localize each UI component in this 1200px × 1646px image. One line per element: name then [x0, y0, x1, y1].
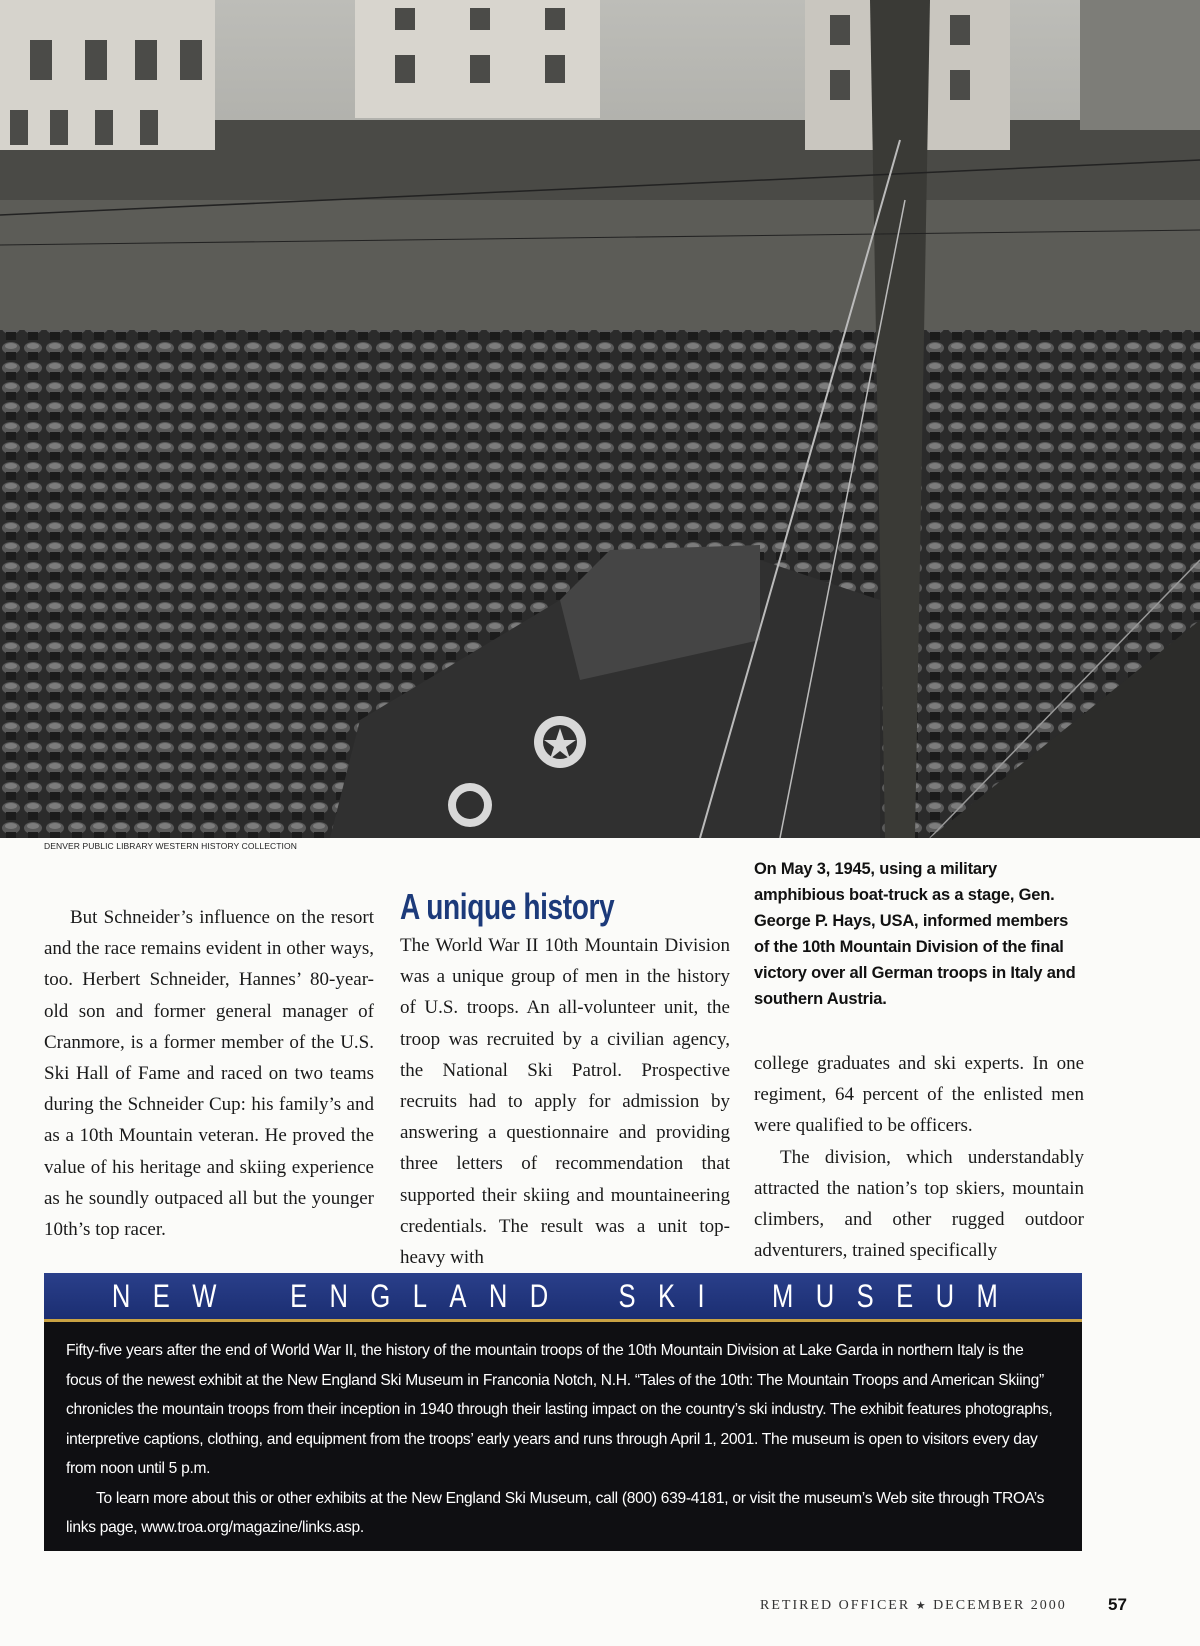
photo-credit: DENVER PUBLIC LIBRARY WESTERN HISTORY COLLECTION	[44, 841, 297, 851]
sidebar-title-word: SKI	[618, 1277, 728, 1314]
issue-date: DECEMBER 2000	[933, 1598, 1067, 1613]
star-icon: ★	[915, 1600, 928, 1612]
body-paragraph: But Schneider’s influence on the resort and the race remains evident in other ways, too. Herbert Schneider, Hannes’ 80-year-old son and former general manager of Cranmore, is a former member of the U.S. Ski Hall of Fame and raced on two teams during the Schneider Cup: his family’s and as a 10th Mountain veteran. He proved the value of his heritage and skiing experience as he soundly outpaced all but the younger 10th’s top racer.	[44, 907, 374, 1241]
body-paragraph: The World War II 10th Mountain Division was a unique group of men in the history of U.S. troops. An all-volunteer unit, the troop was recruited by a civilian agency, the National Ski Patrol. Prospective recruits had to apply for admission by answering a questionnaire and providing three letters of recommendation that supported their skiing and mountaineering credentials. The result was a unit top-heavy with	[400, 935, 730, 1269]
body-paragraph: The division, which understandably attracted the nation’s top skiers, mountain climbers, and other rugged outdoor adventurers, trained specifically	[754, 1146, 1084, 1262]
column-2	[400, 888, 730, 1273]
column-1	[44, 902, 374, 1245]
page-number: 57	[1108, 1595, 1127, 1614]
photo-caption: On May 3, 1945, using a military amphibious boat-truck as a stage, Gen. George P. Hays, USA, informed members of the 10th Mountain Division of the final victory over all German troops in Italy and southern Austria.	[754, 860, 1076, 1008]
sidebar-paragraph: To learn more about this or other exhibits at the New England Ski Museum, call (800) 639-4181, or visit the museum’s Web site through TROA’s links page, www.troa.org/magazine/links.asp.	[66, 1489, 1045, 1536]
museum-sidebar	[44, 1273, 1082, 1551]
section-heading: A unique history	[400, 886, 615, 927]
sidebar-title-word: MUSEUM	[771, 1277, 1021, 1314]
sidebar-title	[44, 1273, 1082, 1322]
sidebar-title-word: NEW	[111, 1277, 239, 1314]
sidebar-title-word: ENGLAND	[289, 1277, 571, 1314]
publication-name: RETIRED OFFICER	[760, 1598, 911, 1613]
column-3	[754, 856, 1084, 1266]
sidebar-paragraph: Fifty-five years after the end of World War II, the history of the mountain troops of the 10th Mountain Division at Lake Garda in northern Italy is the focus of the newest exhibit at the New England Ski Museum in Franconia Notch, N.H. “Tales of the 10th: The Mountain Troops and American Skiing” chronicles the mountain troops from their inception in 1940 through their lasting impact on the country’s ski industry. The exhibit features photographs, interpretive captions, clothing, and equipment from the troops’ early years and runs through April 1, 2001. The museum is open to visitors every day from noon until 5 p.m.	[66, 1342, 1053, 1477]
sidebar-body	[44, 1322, 1082, 1543]
body-paragraph: college graduates and ski experts. In one regiment, 64 percent of the enlisted men were qualified to be officers.	[754, 1053, 1084, 1137]
running-footer	[760, 1598, 1090, 1614]
